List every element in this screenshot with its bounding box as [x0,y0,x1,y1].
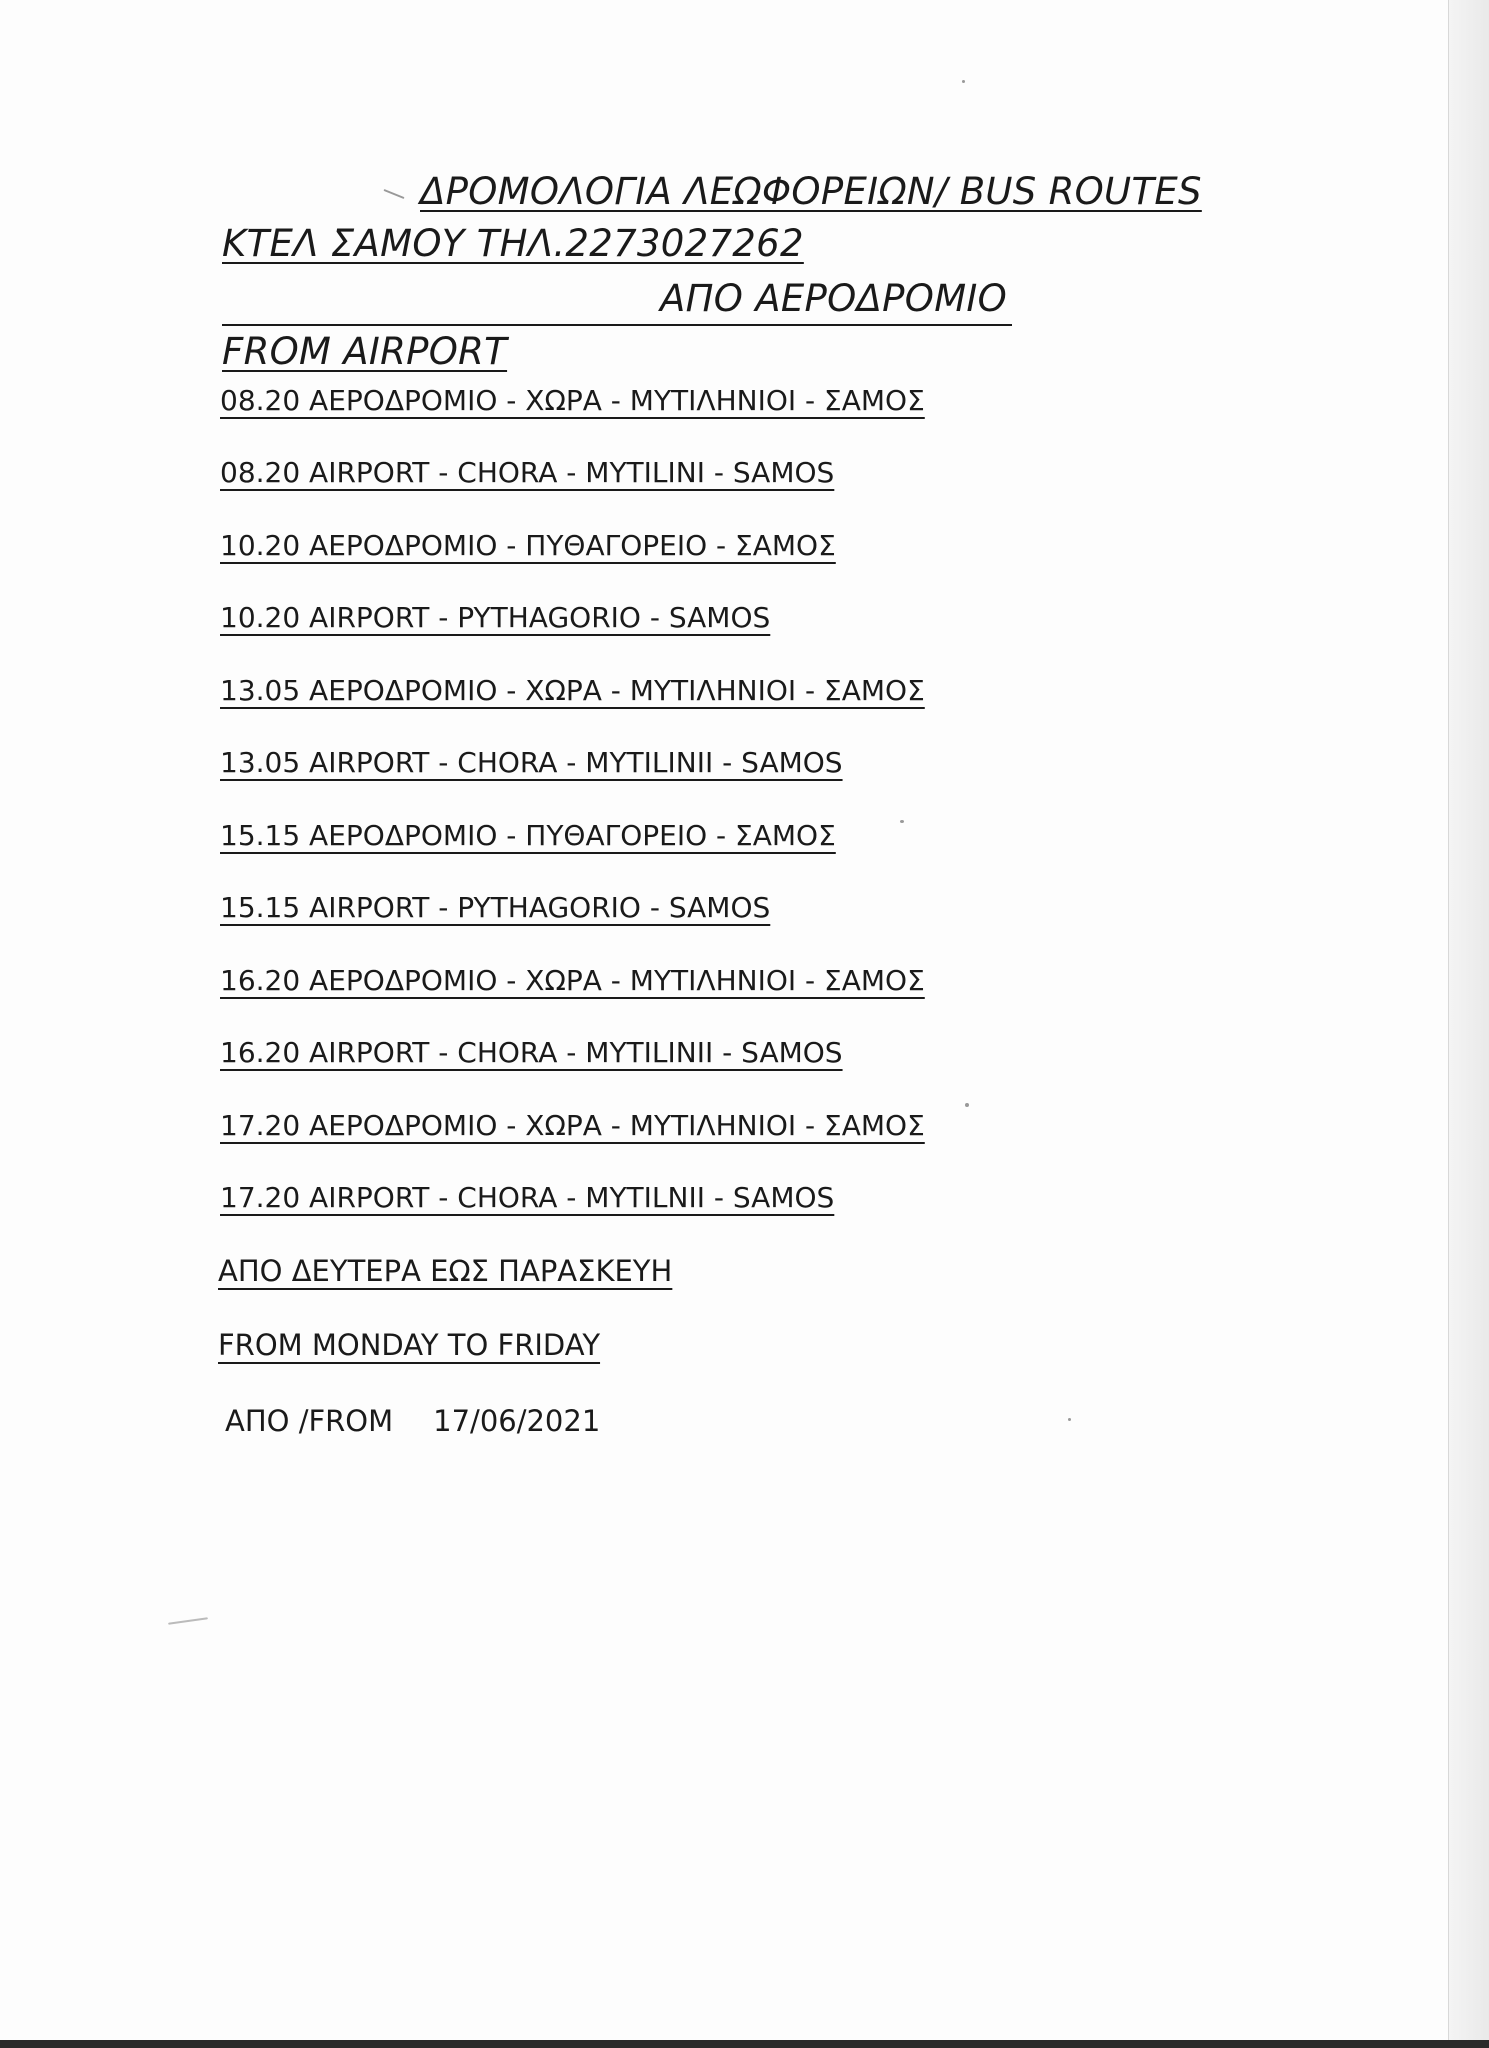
route-line: 10.20 AIRPORT - PYTHAGORIO - SAMOS [220,601,771,634]
scan-speck [383,189,404,199]
scan-speck [1068,1418,1071,1421]
document-title: ΔΡΟΜΟΛΟΓΙΑ ΛΕΩΦΟΡΕΙΩΝ/ BUS ROUTES [420,170,1202,213]
route-line: 17.20 ΑΕΡΟΔΡΟΜΙΟ - ΧΩΡΑ - ΜΥΤΙΛΗΝΙΟΙ - ΣΑΜΟΣ [220,1109,925,1142]
days-greek: ΑΠΟ ΔΕΥΤΕΡΑ ΕΩΣ ΠΑΡΑΣΚΕΥΗ [218,1254,673,1288]
scan-speck [168,1617,208,1625]
direction-english: FROM AIRPORT [222,330,508,373]
scan-speck [962,80,965,83]
direction-greek: ΑΠΟ ΑΕΡΟΔΡΟΜΙΟ [660,277,1008,320]
route-line: 13.05 AIRPORT - CHORA - MYTILINII - SAMOS [220,746,843,779]
route-line: 15.15 AIRPORT - PYTHAGORIO - SAMOS [220,891,771,924]
validity-label: ΑΠΟ /FROM [225,1404,394,1438]
route-line: 17.20 AIRPORT - CHORA - MYTILNII - SAMOS [220,1181,835,1214]
scan-speck [900,820,904,823]
route-line: 10.20 ΑΕΡΟΔΡΟΜΙΟ - ΠΥΘΑΓΟΡΕΙΟ - ΣΑΜΟΣ [220,529,836,562]
scan-bottom-edge [0,2040,1489,2048]
days-english: FROM MONDAY TO FRIDAY [218,1328,601,1362]
route-line: 08.20 AIRPORT - CHORA - MYTILINI - SAMOS [220,456,835,489]
company-phone: ΚΤΕΛ ΣΑΜΟΥ ΤΗΛ.2273027262 [222,222,804,265]
validity-line [225,1404,600,1438]
scan-speck [965,1103,969,1107]
route-line: 16.20 AIRPORT - CHORA - MYTILINII - SAMOS [220,1036,843,1069]
route-line: 08.20 ΑΕΡΟΔΡΟΜΙΟ - ΧΩΡΑ - ΜΥΤΙΛΗΝΙΟΙ - ΣΑΜΟΣ [220,384,925,417]
scan-right-edge [1448,0,1489,2048]
validity-date: 17/06/2021 [433,1404,601,1438]
route-line: 15.15 ΑΕΡΟΔΡΟΜΙΟ - ΠΥΘΑΓΟΡΕΙΟ - ΣΑΜΟΣ [220,819,836,852]
route-line: 16.20 ΑΕΡΟΔΡΟΜΙΟ - ΧΩΡΑ - ΜΥΤΙΛΗΝΙΟΙ - ΣΑΜΟΣ [220,964,925,997]
route-line: 13.05 ΑΕΡΟΔΡΟΜΙΟ - ΧΩΡΑ - ΜΥΤΙΛΗΝΙΟΙ - ΣΑΜΟΣ [220,674,925,707]
header-rule [222,324,1012,326]
